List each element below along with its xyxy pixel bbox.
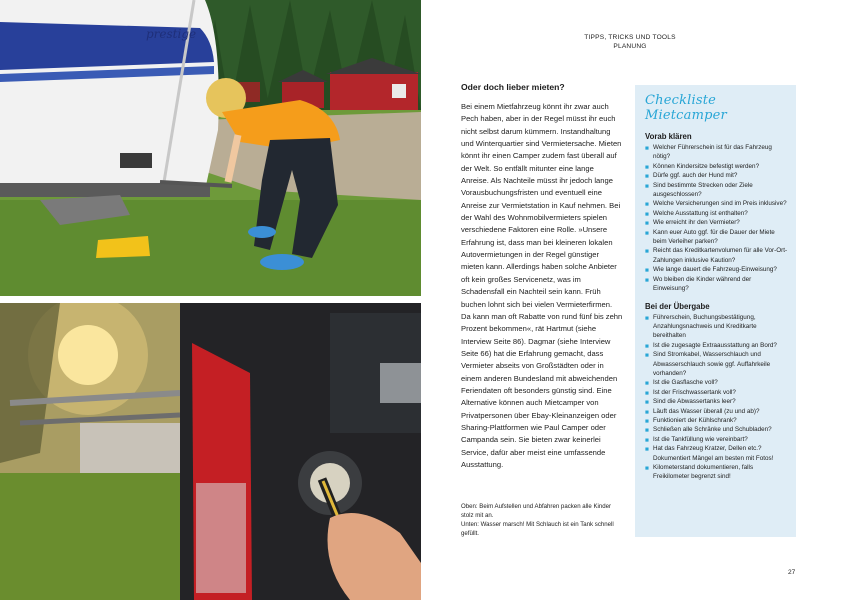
checklist-item-text: Reicht das Kreditkartenvolumen für alle Vor-Ort-Zahlungen inklusive Kaution? — [653, 247, 788, 264]
checklist-item — [645, 350, 788, 378]
checklist-item-text: Hat das Fahrzeug Kratzer, Dellen etc.? Dokumentiert Mängel am besten mit Fotos! — [653, 445, 774, 462]
bullet-icon: ■ — [645, 314, 649, 322]
bullet-icon: ■ — [645, 436, 649, 444]
running-head-chapter: PLANUNG — [613, 43, 647, 50]
checklist-item-text: Ist der Frischwassertank voll? — [653, 388, 736, 396]
checklist-item — [645, 275, 788, 294]
checklist-item — [645, 463, 788, 482]
checklist-item — [645, 416, 788, 425]
checklist-item — [645, 435, 788, 444]
bullet-icon: ■ — [645, 352, 649, 360]
running-head — [560, 33, 700, 51]
checklist-item-text: Kilometerstand dokumentieren, falls Freikilometer begrenzt sind! — [653, 464, 754, 481]
checklist-item-text: Wie erreicht ihr den Vermieter? — [653, 219, 740, 227]
checklist-item-text: Ist die Tankfüllung wie vereinbart? — [653, 435, 748, 443]
bullet-icon: ■ — [645, 220, 649, 228]
checklist-item-text: Ist die zugesagte Extraausstattung an Bord? — [653, 341, 777, 349]
checklist-item — [645, 388, 788, 397]
checklist-item — [645, 378, 788, 387]
checklist-title: Checkliste Mietcamper — [645, 93, 727, 123]
checklist-item — [645, 218, 788, 227]
article-heading: Oder doch lieber mieten? — [461, 82, 565, 92]
bullet-icon: ■ — [645, 342, 649, 350]
checklist-item-text: Welcher Führerschein ist für das Fahrzeug nötig? — [653, 144, 772, 161]
checklist-list-handover — [645, 313, 788, 482]
photo-bottom-illustration — [0, 303, 421, 600]
bullet-icon: ■ — [645, 210, 649, 218]
checklist-item-text: Sind Stromkabel, Wasserschlauch und Abwasserschlauch sowie ggf. Auffahrkeile vorhanden? — [653, 351, 771, 377]
checklist-item-text: Wie lange dauert die Fahrzeug-Einweisung? — [653, 266, 777, 274]
checklist-item — [645, 143, 788, 162]
bullet-icon: ■ — [645, 145, 649, 152]
checklist-item-text: Wo bleiben die Kinder während der Einweisung? — [653, 275, 752, 293]
checklist-item — [645, 444, 788, 463]
checklist-item-text: Können Kindersitze befestigt werden? — [653, 162, 760, 170]
bullet-icon: ■ — [645, 267, 649, 275]
caption-top: Oben: Beim Aufstellen und Abfahren packen alle Kinder stolz mit an. — [461, 503, 612, 519]
checklist-item-text: Funktioniert der Kühlschrank? — [653, 416, 737, 424]
page-number: 27 — [788, 569, 796, 576]
checklist-item — [645, 162, 788, 171]
checklist-item — [645, 228, 788, 247]
checklist-item-text: Kann euer Auto ggf. für die Dauer der Miete beim Verleiher parken? — [653, 228, 775, 246]
bullet-icon: ■ — [645, 182, 649, 190]
checklist-item-text: Sind die Abwassertanks leer? — [653, 398, 736, 406]
bullet-icon: ■ — [645, 229, 649, 237]
running-head-section: TIPPS, TRICKS UND TOOLS — [584, 34, 676, 41]
bullet-icon: ■ — [645, 276, 649, 284]
checklist-item — [645, 171, 788, 180]
bullet-icon: ■ — [645, 427, 649, 435]
checklist-item-text: Führerschein, Buchungsbestätigung, Anzahlungsnachweis und Kreditkarte bereithalten — [653, 313, 757, 340]
bullet-icon: ■ — [645, 248, 649, 256]
checklist-item — [645, 265, 788, 274]
bullet-icon: ■ — [645, 417, 649, 425]
bullet-icon: ■ — [645, 173, 649, 181]
photo-caption — [461, 503, 621, 539]
checklist-item-text: Läuft das Wasser überall (zu und ab)? — [653, 407, 760, 415]
checklist-item-text: Sind bestimmte Strecken oder Ziele ausgeschlossen? — [653, 181, 753, 199]
checklist-item-text: Dürfe ggf. auch der Hund mit? — [653, 172, 738, 180]
checklist-item — [645, 407, 788, 416]
bullet-icon: ■ — [645, 408, 649, 416]
article — [461, 82, 623, 471]
checklist-list-before — [645, 143, 788, 294]
bullet-icon: ■ — [645, 399, 649, 407]
bullet-icon: ■ — [645, 446, 649, 454]
checklist-item — [645, 341, 788, 350]
checklist-section-heading: Vorab klären — [645, 132, 692, 141]
checklist-item — [645, 313, 788, 341]
checklist-item-text: Welche Versicherungen sind im Preis inklusive? — [653, 200, 787, 208]
checklist-section-heading: Bei der Übergabe — [645, 301, 710, 311]
bullet-icon: ■ — [645, 380, 649, 388]
checklist-item-text: Ist die Gasflasche voll? — [653, 379, 718, 387]
caption-bottom: Unten: Wasser marsch! Mit Schlauch ist ein Tank schnell gefüllt. — [461, 520, 614, 537]
photo-top-illustration — [0, 0, 421, 296]
checklist-item — [645, 209, 788, 218]
checklist-item-text: Welche Ausstattung ist enthalten? — [653, 209, 748, 217]
checklist-box — [635, 85, 796, 537]
photo-filling-water-tank — [0, 303, 421, 600]
checklist-item — [645, 199, 788, 208]
photo-child-cranking-caravan — [0, 0, 421, 296]
caravan-brand-text: prestige — [146, 27, 197, 41]
checklist-item — [645, 181, 788, 200]
bullet-icon: ■ — [645, 465, 649, 472]
article-body: Bei einem Mietfahrzeug könnt ihr zwar auch Pech haben, aber in der Regel müsst ihr euch nicht selbst darum kümmern. Instandhaltung und Winterquartier sind Vermietersache. Mieten könnt ihr einen Camper zudem fast überall auf der Welt. So entfällt mitunter eine lange Anreise. Als Nachteile müsst ihr jedoch lange Vorausbuchungsfristen und eventuell eine Anreise zur Vermietstation in Kauf nehmen. Bei der Wahl des Wohnmobilvermieters spielen verschiedene Faktoren eine Rolle. »Unsere Erfahrung ist, dass man bei kleineren lokalen Autovermietungen in der Regel günstiger mieten kann. Allerdings haben solche Anbieter oft kein großes Servicenetz, was im Schadensfall ein Nachteil sein kann. Früh buchen lohnt sich bei vielen Vermieterfirmen. Da kann man oft Rabatte von rund fünf bis zehn Prozent bekommen«, rät Hartmut (siehe Interview Seite 86). Dagmar (siehe Interview Seite 66) hat die Erfahrung gemacht, dass Vermieter abseits von Großstädten oder in einem anderen Bundesland mit abweichenden Feriendaten oft besonders günstig sind. Eine Alternative können auch Mietcamper von Privatpersonen über Ebay-Kleinanzeigen oder Sharing-Plattformen wie Paul Camper oder Campanda sein. Sie bieten zwar keinerlei Service, dafür aber meist eine umfassende Ausstattung. — [461, 102, 623, 469]
checklist-item — [645, 246, 788, 265]
bullet-icon: ■ — [645, 163, 649, 171]
bullet-icon: ■ — [645, 389, 649, 397]
bullet-icon: ■ — [645, 201, 649, 209]
checklist-item — [645, 425, 788, 434]
checklist-item-text: Schließen alle Schränke und Schubladen? — [653, 426, 772, 434]
checklist-item — [645, 397, 788, 406]
